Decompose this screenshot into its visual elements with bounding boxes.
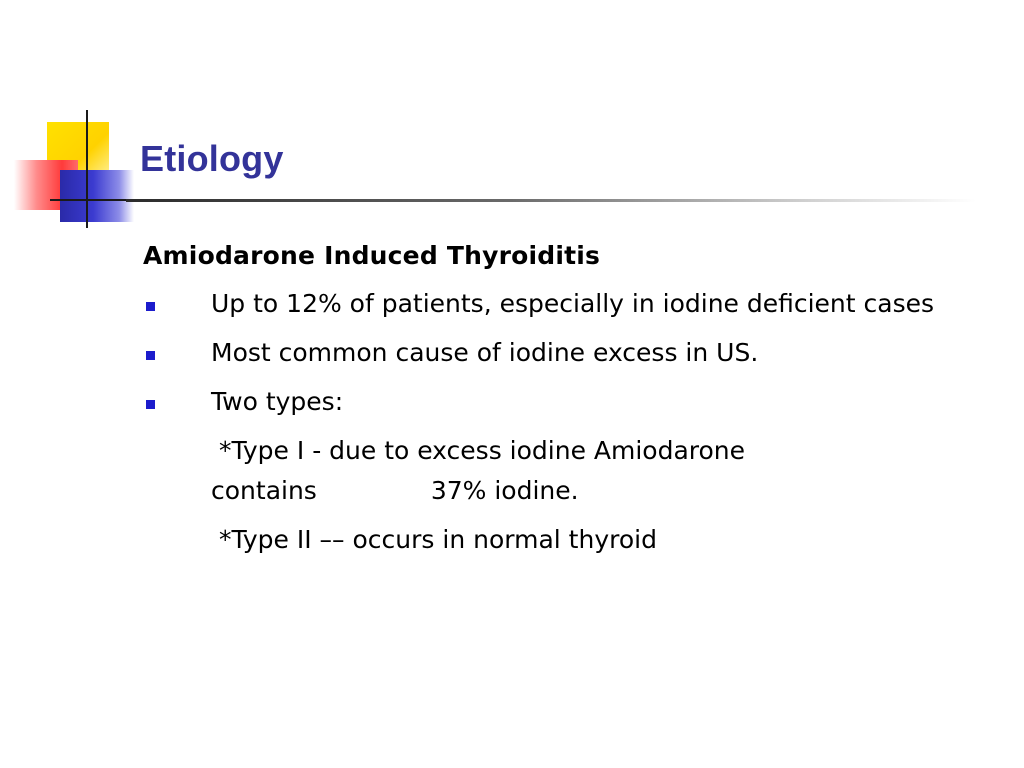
section-heading: Amiodarone Induced Thyroiditis — [143, 241, 601, 270]
type-text: contains — [211, 476, 317, 505]
type-line: *Type II –– occurs in normal thyroid — [219, 525, 657, 554]
type-text: 37% iodine. — [430, 476, 579, 505]
square-bullet-icon — [146, 400, 155, 409]
square-bullet-icon — [146, 351, 155, 360]
square-bullet-icon — [146, 302, 155, 311]
decorative-vertical-line — [86, 110, 88, 228]
type-description — [143, 431, 1003, 511]
decorative-horizontal-line — [50, 199, 130, 201]
bullet-item — [143, 333, 1003, 373]
bullet-item — [143, 382, 1003, 422]
bullet-text: Up to 12% of patients, especially in iodine deficient cases — [211, 289, 935, 318]
title-underline — [126, 199, 976, 202]
slide-body — [143, 232, 1003, 569]
type-line-continued — [211, 471, 1003, 511]
decorative-blue-square — [60, 170, 134, 222]
bullet-item — [143, 284, 1003, 324]
bullet-text: Two types: — [211, 387, 344, 416]
type-line: *Type I - due to excess iodine Amiodarone — [219, 436, 746, 465]
type-description — [143, 520, 1003, 560]
slide-title: Etiology — [140, 138, 284, 179]
bullet-text: Most common cause of iodine excess in US. — [211, 338, 759, 367]
